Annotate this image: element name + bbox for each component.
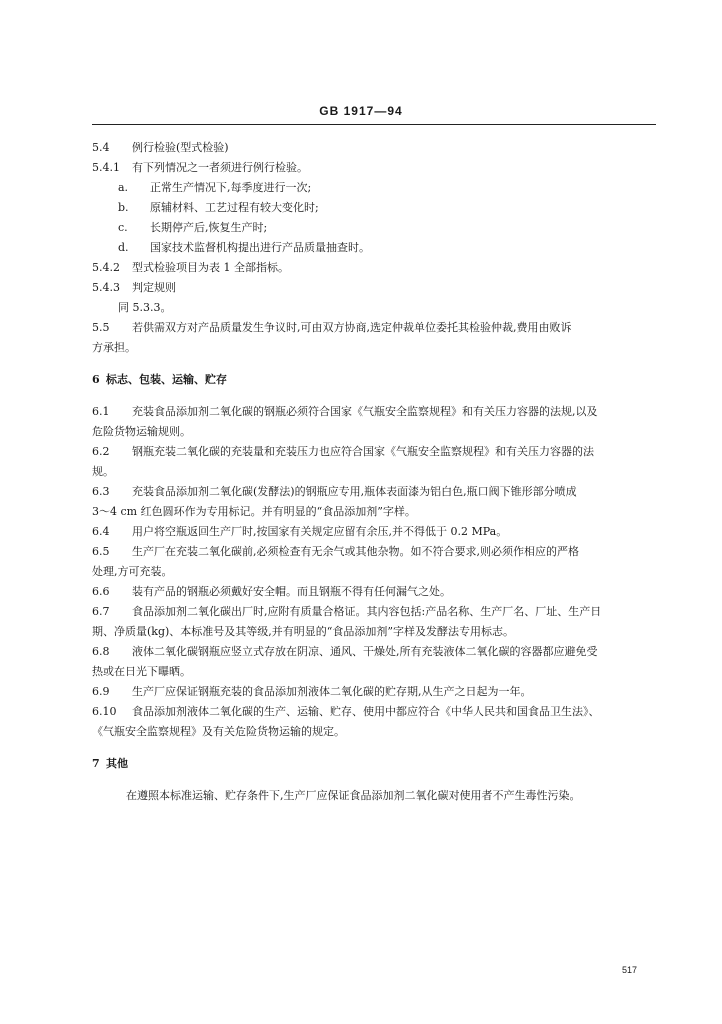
clause-number: 6.4 xyxy=(92,525,110,538)
list-item-text: 国家技术监督机构提出进行产品质量抽查时。 xyxy=(150,241,370,254)
clause-line xyxy=(92,442,660,462)
clause-line xyxy=(92,138,660,158)
clause-line: 在遵照本标准运输、贮存条件下,生产厂应保证食品添加剂二氧化碳对使用者不产生毒性污染。 xyxy=(126,789,581,802)
clause-line xyxy=(92,722,660,742)
clause-number: 5.4.1 xyxy=(92,161,120,174)
clause-text: 热或在日光下曝晒。 xyxy=(92,665,191,678)
clause-line: 同 5.3.3。 xyxy=(118,301,172,314)
clause-line xyxy=(92,462,660,482)
clause-line xyxy=(92,278,660,298)
clause-line xyxy=(92,562,660,582)
clause-text: 判定规则 xyxy=(132,281,176,294)
clause-line xyxy=(92,602,660,622)
list-item-text: 长期停产后,恢复生产时; xyxy=(150,221,268,234)
clause-line xyxy=(92,702,660,722)
clause-text: 方承担。 xyxy=(92,341,136,354)
clause-number: 6.3 xyxy=(92,485,110,498)
list-item-text: 正常生产情况下,每季度进行一次; xyxy=(150,181,312,194)
section-number: 7 xyxy=(92,757,100,770)
list-item-letter: d. xyxy=(118,241,129,254)
header-rule xyxy=(92,124,656,125)
section-heading xyxy=(92,370,660,390)
section-title: 标志、包装、运输、贮存 xyxy=(106,373,227,386)
section-title: 其他 xyxy=(106,757,128,770)
clause-text: 危险货物运输规则。 xyxy=(92,425,191,438)
clause-number: 5.5 xyxy=(92,321,110,334)
section-gap xyxy=(92,390,660,402)
clause-number: 6.2 xyxy=(92,445,110,458)
clause-line xyxy=(92,542,660,562)
clause-line xyxy=(92,682,660,702)
list-item-letter: b. xyxy=(118,201,129,214)
clause-text: 充装食品添加剂二氧化碳的钢瓶必须符合国家《气瓶安全监察规程》和有关压力容器的法规,以及 xyxy=(132,405,598,418)
clause-text: 《气瓶安全监察规程》及有关危险货物运输的规定。 xyxy=(92,725,345,738)
page-number: 517 xyxy=(622,965,638,975)
clause-number: 5.4.3 xyxy=(92,281,120,294)
list-item-text: 原辅材料、工艺过程有较大变化时; xyxy=(150,201,319,214)
clause-text: 食品添加剂二氧化碳出厂时,应附有质量合格证。其内容包括:产品名称、生产厂名、厂址、生产日 xyxy=(132,605,602,618)
section-gap xyxy=(92,774,660,786)
clause-line xyxy=(92,622,660,642)
list-item-letter: c. xyxy=(118,221,128,234)
clause-number: 6.5 xyxy=(92,545,110,558)
document-body xyxy=(92,138,660,806)
clause-text: 有下列情况之一者须进行例行检验。 xyxy=(132,161,308,174)
clause-text: 规。 xyxy=(92,465,114,478)
clause-number: 5.4.2 xyxy=(92,261,120,274)
list-item xyxy=(92,218,660,238)
clause-number: 6.9 xyxy=(92,685,110,698)
clause-text: 期、净质量(kg)、本标准号及其等级,并有明显的“食品添加剂”字样及发酵法专用标志。 xyxy=(92,625,515,638)
list-item xyxy=(92,238,660,258)
clause-line xyxy=(92,642,660,662)
clause-text: 3～4 cm 红色圆环作为专用标记。并有明显的“食品添加剂”字样。 xyxy=(92,505,416,518)
list-item xyxy=(92,178,660,198)
clause-number: 6.6 xyxy=(92,585,110,598)
clause-line xyxy=(92,422,660,442)
list-item xyxy=(92,198,660,218)
section-number: 6 xyxy=(92,373,100,386)
clause-text: 型式检验项目为表 1 全部指标。 xyxy=(132,261,289,274)
clause-text: 例行检验(型式检验) xyxy=(132,141,229,154)
clause-text: 若供需双方对产品质量发生争议时,可由双方协商,选定仲裁单位委托其检验仲裁,费用由败诉 xyxy=(132,321,572,334)
clause-number: 6.8 xyxy=(92,645,110,658)
clause-text: 生产厂应保证钢瓶充装的食品添加剂液体二氧化碳的贮存期,从生产之日起为一年。 xyxy=(132,685,532,698)
clause-line xyxy=(92,158,660,178)
clause-number: 6.10 xyxy=(92,705,117,718)
clause-line xyxy=(92,502,660,522)
clause-text: 生产厂在充装二氧化碳前,必须检查有无余气或其他杂物。如不符合要求,则必须作相应的严格 xyxy=(132,545,579,558)
clause-line xyxy=(92,482,660,502)
clause-line xyxy=(92,582,660,602)
clause-text: 液体二氧化碳钢瓶应竖立式存放在阴凉、通风、干燥处,所有充装液体二氧化碳的容器都应避免受 xyxy=(132,645,598,658)
clause-text: 食品添加剂液体二氧化碳的生产、运输、贮存、使用中都应符合《中华人民共和国食品卫生法》、 xyxy=(132,705,600,718)
clause-text: 充装食品添加剂二氧化碳(发酵法)的钢瓶应专用,瓶体表面漆为铝白色,瓶口阀下锥形部分喷成 xyxy=(132,485,577,498)
clause-text: 钢瓶充装二氧化碳的充装量和充装压力也应符合国家《气瓶安全监察规程》和有关压力容器的法 xyxy=(132,445,594,458)
clause-line xyxy=(92,258,660,278)
clause-number: 5.4 xyxy=(92,141,110,154)
clause-number: 6.1 xyxy=(92,405,110,418)
list-item-letter: a. xyxy=(118,181,129,194)
clause-text: 装有产品的钢瓶必须戴好安全帽。而且钢瓶不得有任何漏气之处。 xyxy=(132,585,451,598)
clause-line xyxy=(92,318,660,338)
clause-line xyxy=(92,402,660,422)
section-gap xyxy=(92,358,660,370)
clause-number: 6.7 xyxy=(92,605,110,618)
clause-line xyxy=(92,338,660,358)
section-gap xyxy=(92,742,660,754)
section-heading xyxy=(92,754,660,774)
clause-line xyxy=(92,522,660,542)
clause-text: 处理,方可充装。 xyxy=(92,565,173,578)
clause-line xyxy=(92,662,660,682)
clause-text: 用户将空瓶返回生产厂时,按国家有关规定应留有余压,并不得低于 0.2 MPa。 xyxy=(132,525,508,538)
document-header: GB 1917—94 xyxy=(319,104,403,118)
